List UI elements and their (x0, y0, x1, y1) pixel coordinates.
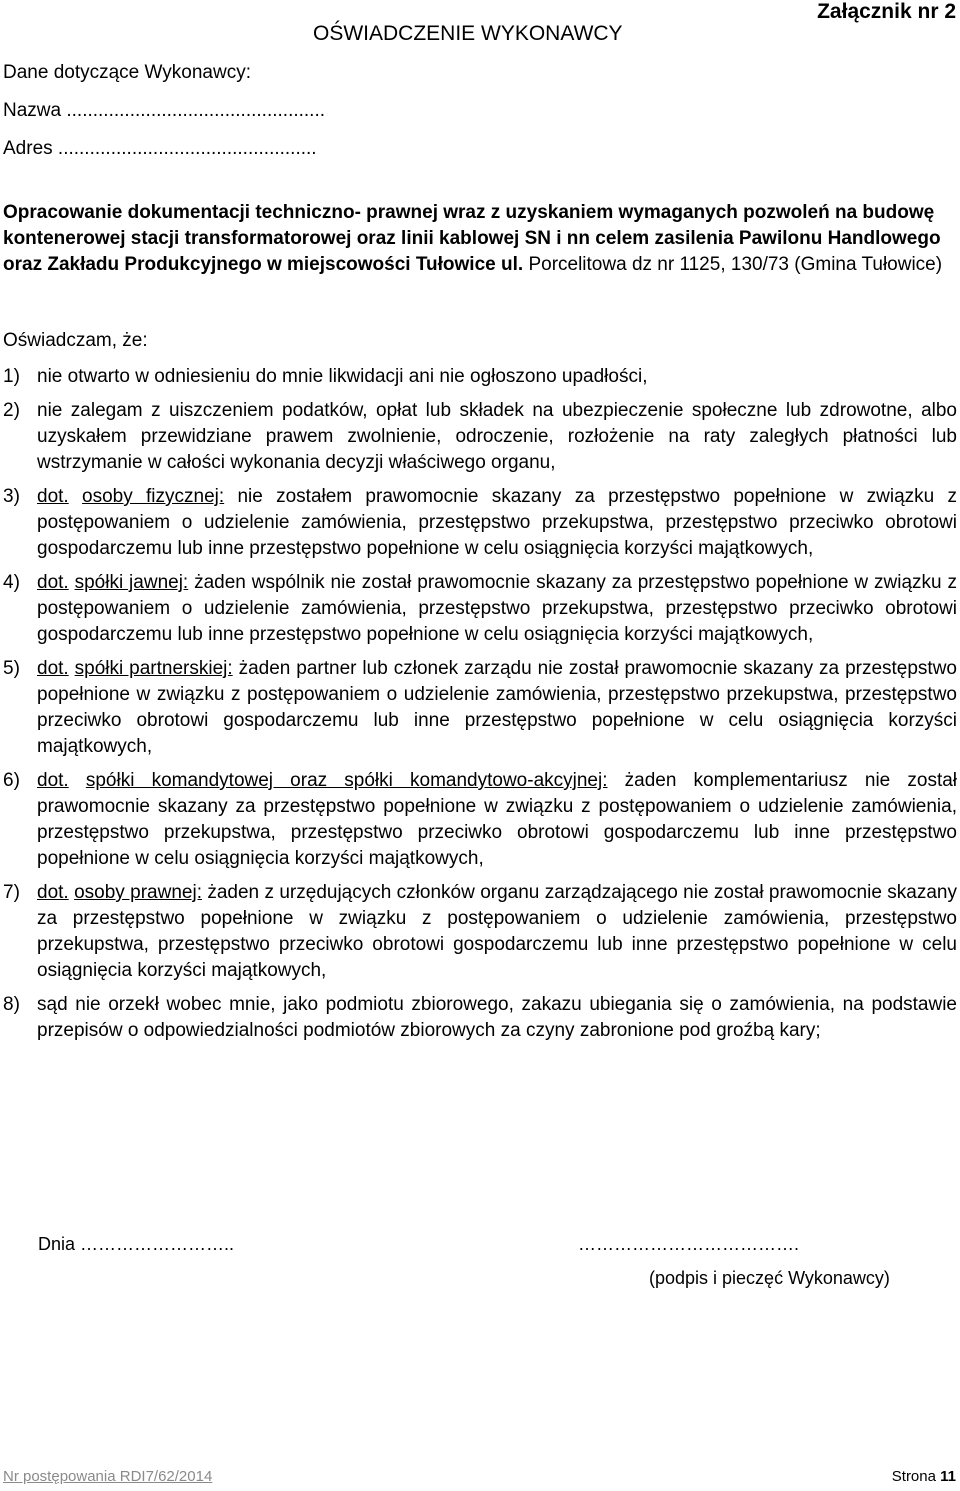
item-number: 4) (3, 572, 20, 593)
item-prefix: osoby fizycznej: (82, 486, 225, 507)
list-item (3, 768, 957, 872)
item-prefix: spółki komandytowej oraz spółki komandytowo-akcyjnej: (85, 770, 608, 791)
item-lead: dot. (37, 572, 69, 593)
item-number: 7) (3, 882, 20, 903)
signature-label: (podpis i pieczęć Wykonawcy) (649, 1268, 890, 1288)
date-line: Dnia …………………….. (38, 1234, 235, 1254)
item-body: sąd nie orzekł wobec mnie, jako podmiotu zbiorowego, zakazu ubiegania się o zamówienia, na podstawie przepisów o odpowiedzialności podmiotów zbiorowych za czyny zabronione pod groźbą kary; (37, 994, 957, 1041)
item-prefix: spółki partnerskiej: (74, 658, 233, 679)
declaration-list (3, 364, 957, 1052)
item-number: 3) (3, 486, 20, 507)
list-item (3, 570, 957, 648)
item-number: 1) (3, 366, 20, 387)
item-lead: dot. (37, 770, 69, 791)
list-item (3, 364, 957, 390)
attachment-number: Załącznik nr 2 (817, 0, 956, 23)
procedure-number: Nr postępowania RDI7/62/2014 (3, 1468, 213, 1485)
list-item (3, 880, 957, 984)
item-body: żaden wspólnik nie został prawomocnie skazany za przestępstwo popełnione w związku z postępowaniem o udzielenie zamówienia, przestępstwo przekupstwa, przestępstwo przeciwko obrotowi gospodarczemu lub inne przestępstwo popełnione w celu osiągnięcia korzyści majątkowych, (37, 572, 958, 645)
item-body: żaden z urzędujących członków organu zarządzającego nie został prawomocnie skazany za przestępstwo popełnione w związku z postępowaniem o udzielenie zamówienia, przestępstwo przekupstwa, przestępstwo przeciwko obrotowi gospodarczemu lub inne przestępstwo popełnione w celu osiągnięcia korzyści majątkowych, (37, 882, 957, 981)
list-item (3, 992, 957, 1044)
item-lead: dot. (37, 882, 69, 903)
item-body: żaden partner lub członek zarządu nie został prawomocnie skazany za przestępstwo popełnione w związku z postępowaniem o udzielenie zamówienia, przestępstwo przekupstwa, przestępstwo przeciwko obrotowi gospodarczemu lub inne przestępstwo popełnione w celu osiągnięcia korzyści majątkowych, (37, 658, 958, 757)
item-text (37, 484, 957, 562)
item-text (37, 398, 957, 476)
item-body: nie zostałem prawomocnie skazany za przestępstwo popełnione w związku z postępowaniem o udzielenie zamówienia, przestępstwo przekupstwa, przestępstwo przeciwko obrotowi gospodarczemu lub inne przestępstwo popełnione w celu osiągnięcia korzyści majątkowych, (37, 486, 958, 559)
item-body: nie zalegam z uiszczeniem podatków, opłat lub składek na ubezpieczenie społeczne lub zdrowotne, albo uzyskałem przewidziane prawem zwolnienie, odroczenie, rozłożenie na raty zaległych płatności lub wstrzymanie w całości wykonania decyzji właściwego organu, (37, 400, 957, 473)
item-text (37, 880, 957, 984)
item-text (37, 364, 957, 390)
address-field: Adres ................................................. (3, 138, 317, 159)
contract-subject (3, 200, 953, 278)
item-number: 2) (3, 400, 20, 421)
item-prefix: osoby prawnej: (74, 882, 202, 903)
signature-line: ………………………………. (578, 1234, 800, 1254)
item-number: 5) (3, 658, 20, 679)
page-number (892, 1468, 956, 1485)
item-body: nie otwarto w odniesieniu do mnie likwidacji ani nie ogłoszono upadłości, (37, 366, 648, 387)
item-prefix: spółki jawnej: (74, 572, 189, 593)
subject-bold: Opracowanie dokumentacji techniczno- prawnej wraz z uzyskaniem wymaganych pozwoleń na budowę kontenerowej stacji transformatorowej oraz linii kablowej SN i nn celem zasilenia Pawilonu Handlowego oraz Zakładu Produkcyjnego w miejscowości Tułowice ul. (3, 202, 941, 275)
document-title: OŚWIADCZENIE WYKONAWCY (313, 22, 623, 45)
item-lead: dot. (37, 658, 69, 679)
name-field: Nazwa ................................................. (3, 100, 326, 121)
list-item (3, 484, 957, 562)
subject-rest: Porcelitowa dz nr 1125, 130/73 (Gmina Tułowice) (523, 254, 943, 275)
list-item (3, 398, 957, 476)
item-text (37, 992, 957, 1044)
item-number: 8) (3, 994, 20, 1015)
page-label: Strona (891, 1468, 941, 1485)
item-body: żaden komplementariusz nie został prawomocnie skazany za przestępstwo popełnione w związku z postępowaniem o udzielenie zamówienia, przestępstwo przekupstwa, przestępstwo przeciwko obrotowi gospodarczemu lub inne przestępstwo popełnione w celu osiągnięcia korzyści majątkowych, (37, 770, 958, 869)
item-lead: dot. (37, 486, 69, 507)
item-text (37, 768, 957, 872)
item-text (37, 570, 957, 648)
declaration-heading: Oświadczam, że: (3, 330, 148, 351)
list-item (3, 656, 957, 760)
page-num: 11 (940, 1468, 956, 1485)
item-text (37, 656, 957, 760)
item-number: 6) (3, 770, 20, 791)
contractor-heading: Dane dotyczące Wykonawcy: (3, 62, 251, 83)
